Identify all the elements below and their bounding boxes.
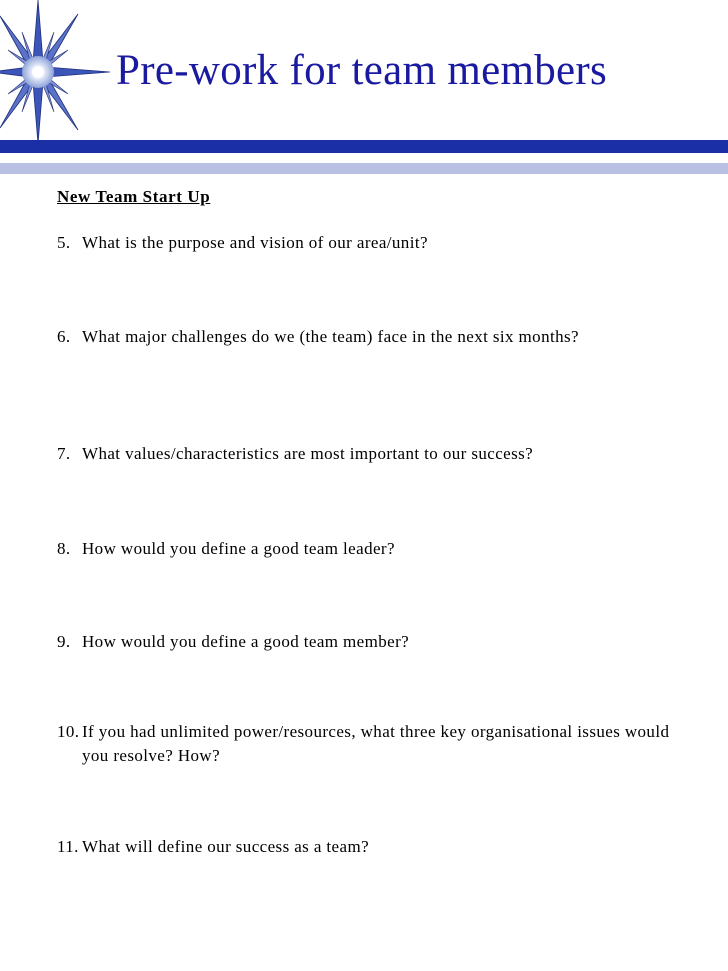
question-7 (57, 442, 677, 466)
star-burst-icon (0, 0, 110, 150)
question-9 (57, 630, 677, 654)
question-6 (57, 325, 677, 349)
header-divider-light (0, 163, 728, 174)
question-text: What will define our success as a team? (82, 837, 370, 856)
question-number: 8. (57, 539, 71, 558)
question-number: 11. (57, 837, 79, 856)
question-number: 7. (57, 444, 71, 463)
question-text: If you had unlimited power/resources, what three key organisational issues would you resolve? How? (82, 722, 670, 765)
page-title: Pre-work for team members (116, 47, 608, 94)
question-text: What is the purpose and vision of our area/unit? (82, 233, 428, 252)
question-number: 10. (57, 722, 80, 741)
section-heading: New Team Start Up (57, 187, 211, 206)
question-number: 5. (57, 233, 71, 252)
question-text: What major challenges do we (the team) face in the next six months? (82, 327, 579, 346)
question-10 (57, 720, 677, 768)
question-number: 6. (57, 327, 71, 346)
question-11 (57, 835, 677, 859)
header-divider-dark (0, 140, 728, 153)
question-text: What values/characteristics are most important to our success? (82, 444, 534, 463)
question-5 (57, 231, 677, 255)
question-number: 9. (57, 632, 71, 651)
question-8 (57, 537, 677, 561)
question-text: How would you define a good team member? (82, 632, 410, 651)
question-text: How would you define a good team leader? (82, 539, 395, 558)
